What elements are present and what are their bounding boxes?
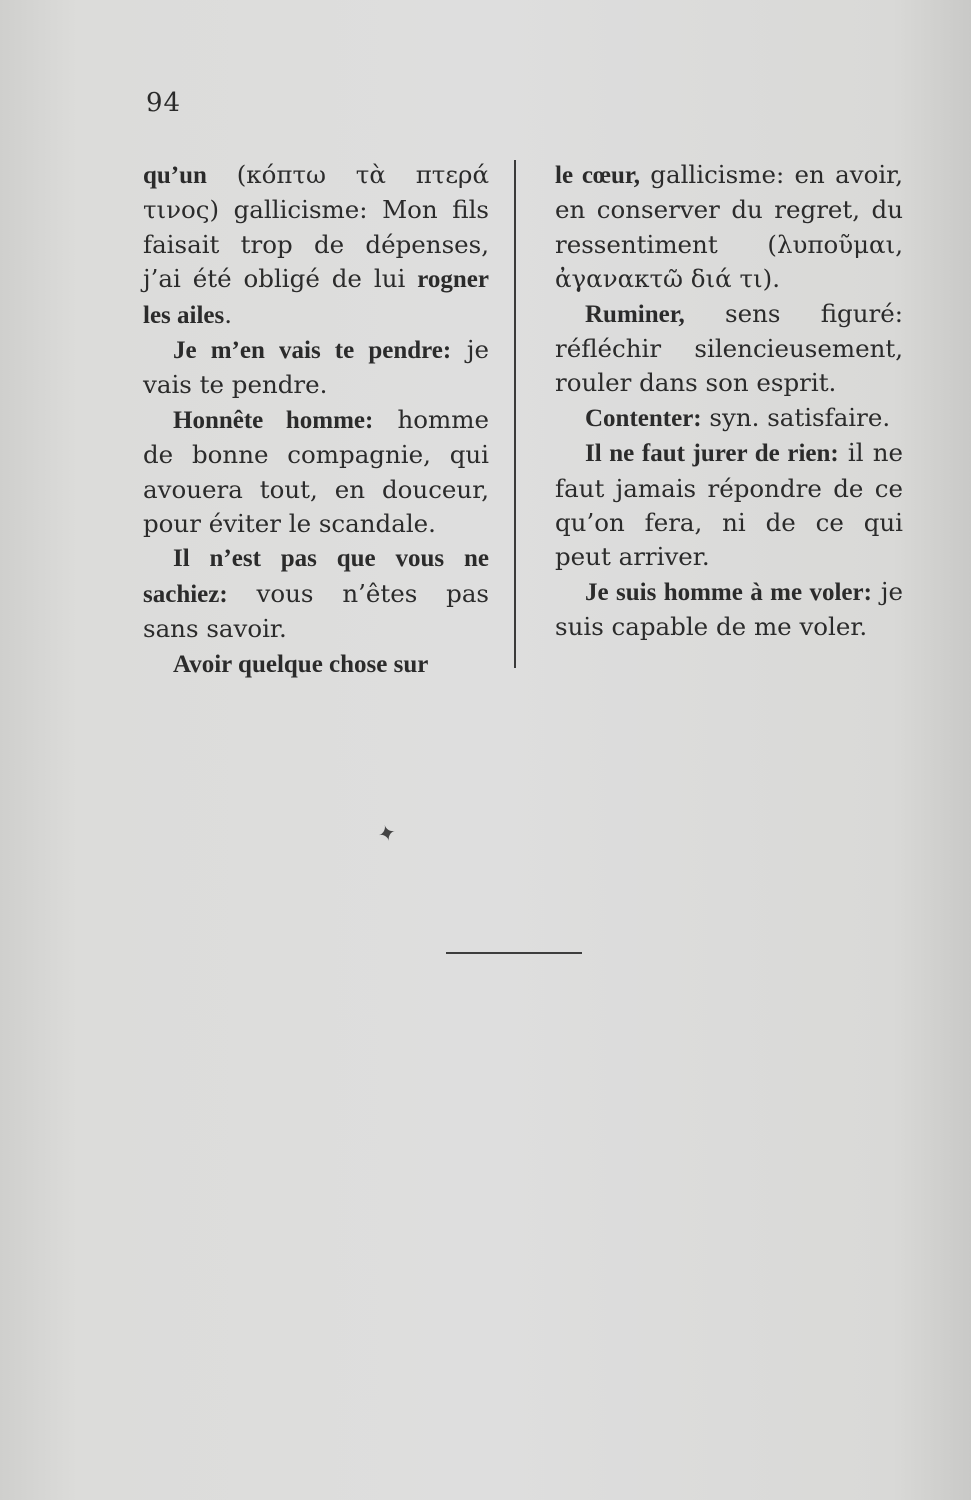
entry-term: Il ne faut jurer de rien:: [585, 440, 839, 468]
left-column: [143, 158, 489, 682]
entry-definition: (κόπτω τὰ πτερά τινος) gallicisme: Mon fils faisait trop de dépenses, j’ai été obligé de lui: [143, 160, 489, 294]
entry-definition: syn. satisfaire.: [701, 402, 891, 432]
entry-coupe-ailes: [143, 158, 489, 333]
page-number: 94: [146, 88, 182, 118]
entry-definition: je suis capable de me voler.: [555, 576, 903, 642]
entry-homme-a-me-voler: [555, 575, 903, 645]
entry-je-men-vais: [143, 333, 489, 403]
entry-term: qu’un: [143, 162, 207, 189]
entry-term: Je m’en vais te pendre:: [173, 337, 452, 365]
entry-term: Je suis homme à me voler:: [585, 578, 872, 606]
entry-honnete-homme: [143, 403, 489, 542]
entry-term: Il n’est pas que vous ne sachiez:: [143, 545, 489, 608]
entry-definition: gallicisme: en avoir, en conserver du regret, du ressentiment (λυποῦμαι, ἀγανακτῶ διά τι).: [555, 160, 903, 294]
entry-contenter: [555, 401, 903, 436]
entry-punctuation: .: [224, 299, 233, 329]
entry-il-nest-pas: [143, 541, 489, 646]
entry-term: Contenter:: [585, 404, 702, 432]
entry-example-term: rogner les ailes: [143, 266, 489, 329]
ink-speck-icon: ✦: [375, 820, 400, 849]
entry-term: Avoir quelque chose sur: [173, 650, 429, 678]
entry-definition: homme de bonne compagnie, qui avouera tout, en douceur, pour éviter le scandale.: [143, 404, 489, 539]
end-rule: [446, 952, 582, 954]
entry-term: Honnête homme:: [173, 406, 374, 434]
entry-definition: il ne faut jamais répondre de ce qu’on fera, ni de ce qui peut arriver.: [555, 438, 903, 572]
column-divider: [514, 160, 516, 668]
entry-definition: je vais te pendre.: [143, 335, 489, 400]
entry-term: le cœur,: [555, 162, 640, 189]
entry-jurer-de-rien: [555, 436, 903, 575]
entry-definition: sens figuré: réfléchir silencieusement, rouler dans son esprit.: [555, 298, 903, 398]
entry-le-coeur: [555, 158, 903, 297]
entry-avoir-quelque-chose: [143, 647, 489, 682]
entry-term: Ruminer,: [585, 300, 685, 328]
entry-definition: vous n’êtes pas sans savoir.: [143, 578, 489, 644]
right-column: [555, 158, 903, 645]
entry-ruminer: [555, 297, 903, 401]
